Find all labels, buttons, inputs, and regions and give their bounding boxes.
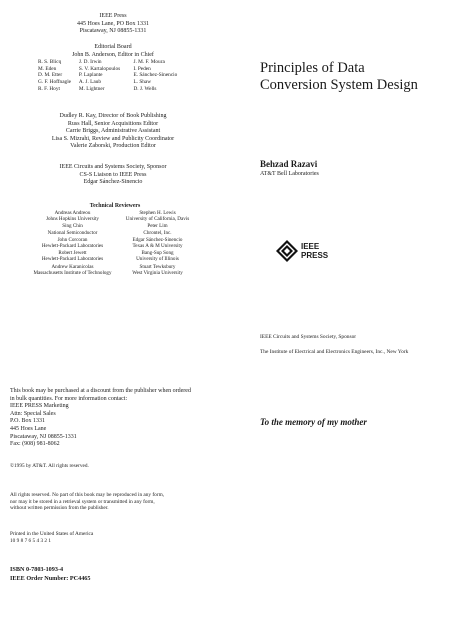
purchase-line: P.O. Box 1331 bbox=[10, 418, 46, 425]
reviewer-name: Robert Jewett bbox=[58, 250, 87, 257]
purchase-line: Fax: (908) 981-8062 bbox=[10, 441, 60, 448]
reviewer-affiliation: Hewlett-Packard Laboratories bbox=[41, 256, 104, 263]
press-header bbox=[38, 13, 188, 36]
board-member: L. Shaw bbox=[133, 78, 152, 85]
reviewer bbox=[30, 223, 115, 235]
rights-line: without written permission from the publisher. bbox=[10, 505, 109, 512]
staff-line: Lisa S. Mizrahi, Review and Publicity Coordinator bbox=[51, 135, 175, 142]
printing-info bbox=[10, 531, 225, 544]
logo-text bbox=[301, 242, 328, 260]
rights-line: nor may it be stored in a retrieval system or transmitted in any form, bbox=[10, 498, 155, 505]
logo-line: PRESS bbox=[301, 251, 329, 260]
logo-line: IEEE bbox=[301, 242, 320, 251]
reviewer-row bbox=[30, 250, 200, 262]
reviewer bbox=[30, 264, 115, 276]
publisher-institute: The Institute of Electrical and Electronics Engineers, Inc., New York bbox=[260, 349, 409, 355]
board-row bbox=[38, 86, 188, 93]
board-member: S. V. Kartalopoulos bbox=[78, 65, 121, 72]
reviewer-affiliation: Johns Hopkins University bbox=[46, 216, 99, 223]
board-member: I. Peden bbox=[133, 65, 151, 72]
board-member: J. M. F. Moura bbox=[133, 59, 165, 66]
board-member: A. J. Laub bbox=[78, 78, 101, 85]
board-member: E. Sánchez-Sinencio bbox=[133, 72, 178, 79]
book-title bbox=[260, 60, 460, 94]
purchase-line: This book may be purchased at a discount from the publisher when ordered bbox=[10, 388, 191, 394]
staff-line: Russ Hall, Senior Acquisitions Editor bbox=[67, 120, 159, 127]
ieee-press-logo bbox=[276, 240, 336, 264]
reviewer-name: Peter Lim bbox=[147, 223, 168, 230]
publishing-staff bbox=[38, 113, 188, 151]
sponsor-society: IEEE Circuits and Systems Society, Sponsor bbox=[260, 334, 357, 340]
board-member: D. J. Wells bbox=[133, 85, 157, 92]
board-member: M. Eden bbox=[38, 65, 57, 72]
copyright-line: ©1995 by AT&T. All rights reserved. bbox=[10, 463, 89, 469]
board-member: R. F. Hoyt bbox=[38, 85, 60, 92]
diamond-logo-icon bbox=[276, 240, 298, 262]
purchase-line: 445 Hoes Lane bbox=[10, 425, 47, 432]
isbn-block bbox=[10, 566, 225, 583]
press-name: IEEE Press bbox=[99, 13, 127, 19]
sponsor-line: Edgar Sánchez-Sinencio bbox=[83, 179, 143, 186]
reviewer bbox=[30, 210, 115, 222]
print-run: 10 9 8 7 6 5 4 3 2 1 bbox=[10, 537, 52, 544]
sponsor-line: CS-S Liaison to IEEE Press bbox=[79, 171, 147, 178]
reviewer bbox=[115, 264, 200, 276]
reviewer bbox=[30, 250, 115, 262]
reviewer-affiliation: Hewlett-Packard Laboratories bbox=[41, 243, 104, 250]
title-line: Principles of Data bbox=[260, 60, 365, 76]
sponsor-block bbox=[38, 164, 188, 187]
reviewer-affiliation: Chrontel, Inc. bbox=[143, 229, 172, 236]
reviewer bbox=[30, 237, 115, 249]
reviewer bbox=[115, 223, 200, 235]
reviewers-title: Technical Reviewers bbox=[89, 203, 141, 209]
reviewer-row bbox=[30, 210, 200, 222]
purchase-line: Attn: Special Sales bbox=[10, 410, 56, 417]
copyright-notice bbox=[10, 463, 225, 470]
order-number: IEEE Order Number: PC4465 bbox=[10, 574, 91, 582]
author-block bbox=[260, 158, 460, 178]
staff-line: Dudley R. Kay, Director of Book Publishing bbox=[59, 113, 167, 119]
reviewer-affiliation: National Semiconductor bbox=[47, 229, 98, 236]
reviewer-affiliation: West Virginia University bbox=[132, 269, 183, 276]
reviewer-name: Edgar Sánchez-Sinencio bbox=[132, 236, 183, 243]
reviewer-affiliation: Massachusetts Institute of Technology bbox=[33, 269, 112, 276]
board-row bbox=[38, 66, 188, 73]
reviewer-name: Sing Chin bbox=[62, 223, 83, 230]
dedication bbox=[260, 416, 465, 428]
rights-notice bbox=[10, 492, 225, 512]
board-row bbox=[38, 72, 188, 79]
isbn: ISBN 0-7803-1093-4 bbox=[10, 566, 64, 573]
board-member: G. F. Hoffnagle bbox=[38, 78, 72, 85]
title-line: Conversion System Design bbox=[260, 77, 418, 93]
reviewer bbox=[115, 250, 200, 262]
staff-line: Carrie Briggs, Administrative Assistant bbox=[65, 128, 161, 135]
bulk-purchase-notice bbox=[10, 388, 225, 449]
board-row bbox=[38, 79, 188, 86]
reviewer-name: Andreas Andreou bbox=[54, 210, 91, 216]
purchase-line: in bulk quantities. For more information contact: bbox=[10, 395, 128, 402]
sponsor-line: IEEE Circuits and Systems Society, Sponsor bbox=[59, 164, 167, 170]
author-name: Behzad Razavi bbox=[260, 159, 318, 169]
board-member: M. Lightner bbox=[78, 85, 105, 92]
press-city: Piscataway, NJ 08855-1331 bbox=[79, 28, 147, 35]
reviewer-affiliation: University of California, Davis bbox=[125, 216, 190, 223]
board-member: J. D. Irwin bbox=[78, 59, 102, 66]
reviewer-row bbox=[30, 223, 200, 235]
dedication-text: To the memory of my mother bbox=[260, 417, 367, 427]
purchase-line: Piscataway, NJ 08855-1331 bbox=[10, 433, 77, 440]
right-sponsor-block bbox=[260, 330, 465, 360]
editor-in-chief: John B. Anderson, Editor in Chief bbox=[72, 51, 154, 58]
board-member: D. M. Etter bbox=[38, 72, 63, 79]
editorial-board bbox=[38, 44, 188, 92]
reviewer-name: Stephen H. Lewis bbox=[139, 210, 176, 216]
reviewer-name: Bang-Sup Song bbox=[141, 250, 174, 257]
technical-reviewers bbox=[30, 202, 200, 277]
author-affiliation: AT&T Bell Laboratories bbox=[260, 171, 319, 177]
purchase-line: IEEE PRESS Marketing bbox=[10, 403, 69, 410]
reviewer bbox=[115, 237, 200, 249]
press-address: 445 Hoes Lane, PO Box 1331 bbox=[77, 20, 149, 27]
reviewer-name: Stuart Tewksbury bbox=[139, 263, 176, 270]
staff-line: Valerie Zaborski, Production Editor bbox=[70, 143, 156, 150]
reviewer-row bbox=[30, 264, 200, 276]
board-row bbox=[38, 59, 188, 66]
reviewer bbox=[115, 210, 200, 222]
reviewer-affiliation: Texas A & M University bbox=[132, 243, 183, 250]
board-member: R. S. Blicq bbox=[38, 59, 62, 66]
reviewer-name: Andrew Karanicolas bbox=[51, 263, 94, 270]
rights-line: All rights reserved. No part of this book may be reproduced in any form, bbox=[10, 492, 165, 498]
board-member: P. Laplante bbox=[78, 72, 103, 79]
printed-country: Printed in the United States of America bbox=[10, 531, 94, 537]
reviewer-row bbox=[30, 237, 200, 249]
reviewer-name: John Corcoran bbox=[57, 236, 88, 243]
editorial-board-title: Editorial Board bbox=[94, 44, 132, 50]
reviewer-affiliation: University of Illinois bbox=[136, 256, 179, 263]
